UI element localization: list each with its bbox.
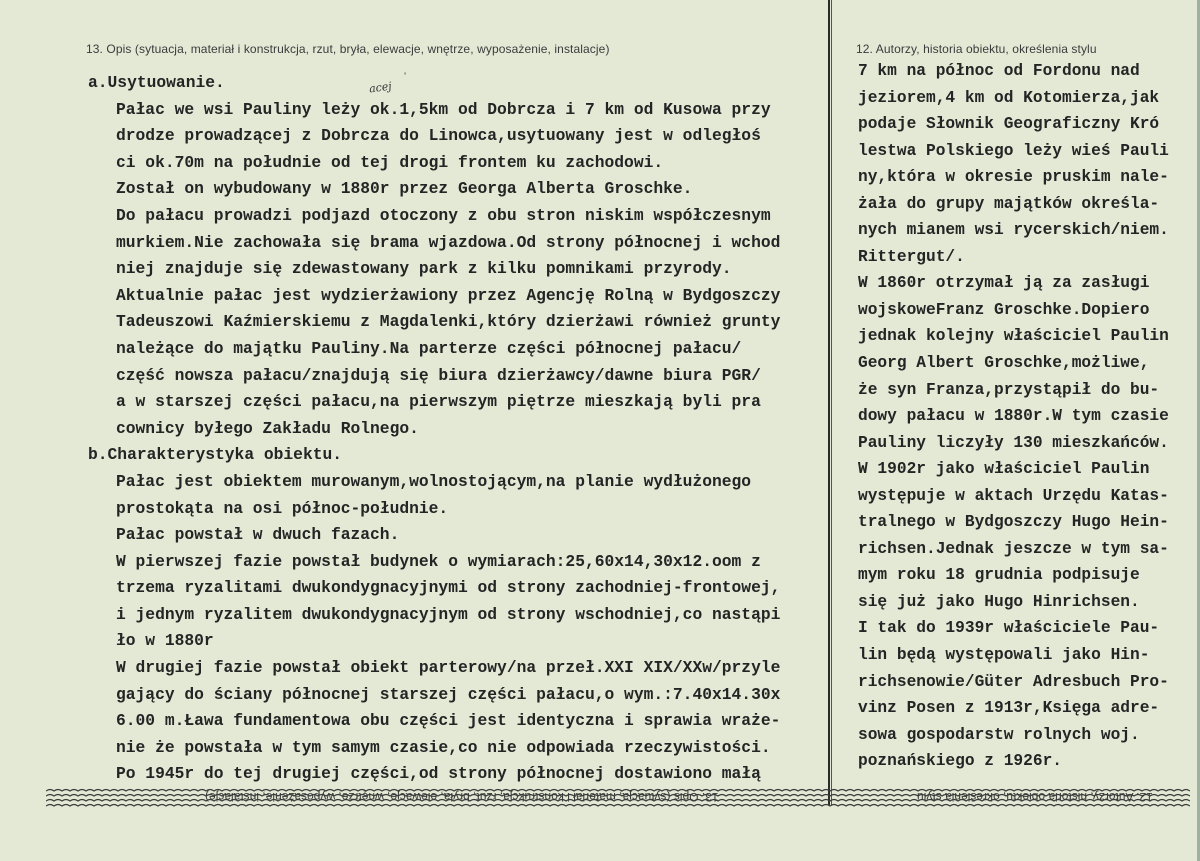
history-header: 12. Autorzy, historia obiektu, określenia stylu — [856, 42, 1097, 56]
text-line: Pałac powstał w dwuch fazach. — [116, 525, 400, 545]
text-line: że syn Franza,przystąpił do bu- — [858, 380, 1160, 399]
text-line: jednak kolejny właściciel Paulin — [858, 327, 1169, 346]
mirrored-description-header: 13. Opis (sytuacja, materiał i konstrukcja, rzut, bryła, elewacje, wnętrze, wyposażenie, instalacje) — [205, 790, 719, 804]
text-line: prostokąta na osi północ-południe. — [116, 498, 449, 518]
text-line: jeziorem,4 km od Kotomierza,jak — [858, 88, 1160, 107]
text-line: Aktualnie pałac jest wydzierżawiony przez Agencję Rolną w Bydgoszczy — [116, 285, 781, 305]
history-text — [858, 58, 1198, 775]
text-line: Rittergut/. — [858, 247, 965, 266]
text-line: richsenowie/Güter Adresbuch Pro- — [858, 672, 1169, 691]
text-line: drodze prowadzącej z Dobrcza do Linowca,usytuowany jest w odległoś — [116, 126, 761, 146]
text-line: murkiem.Nie zachowała się brama wjazdowa.Od strony północnej i wchod — [116, 232, 781, 252]
text-line: ny,która w okresie pruskim nale- — [858, 168, 1169, 187]
description-text — [88, 70, 823, 788]
text-line: 7 km na północ od Fordonu nad — [858, 62, 1140, 80]
text-line: wojskoweFranz Groschke.Dopiero — [858, 300, 1150, 319]
text-line: W 1902r jako właściciel Paulin — [858, 460, 1150, 479]
text-line: W 1860r otrzymał ją za zasługi — [858, 274, 1150, 293]
text-line: Georg Albert Groschke,możliwe, — [858, 354, 1150, 373]
text-line: należące do majątku Pauliny.Na parterze części północnej pałacu/ — [116, 338, 742, 358]
text-line: Pałac jest obiektem murowanym,wolnostojącym,na planie wydłużonego — [116, 471, 752, 491]
text-line: podaje Słownik Geograficzny Kró — [858, 115, 1160, 134]
text-line: I tak do 1939r właściciele Pau- — [858, 619, 1160, 638]
text-line: cownicy byłego Zakładu Rolnego. — [116, 418, 419, 438]
text-line: żała do grupy majątków określa- — [858, 194, 1160, 213]
text-line: Pałac we wsi Pauliny leży ok.1,5km od Dobrcza i 7 km od Kusowa przy — [116, 99, 771, 119]
text-line: Po 1945r do tej drugiej części,od strony północnej dostawiono małą — [116, 764, 761, 784]
text-line: ci ok.70m na południe od tej drogi frontem ku zachodowi. — [116, 152, 664, 172]
text-line: część nowsza pałacu/znajdują się biura dzierżawcy/dawne biura PGR/ — [116, 365, 761, 385]
handwritten-tick: ʼ — [402, 73, 409, 84]
text-line: b.Charakterystyka obiektu. — [88, 445, 343, 465]
column-divider — [828, 0, 830, 805]
text-line: niej znajduje się zdewastowany park z kilku pomnikami przyrody. — [116, 259, 732, 279]
text-line: Został on wybudowany w 1880r przez Georga Alberta Groschke. — [116, 179, 693, 199]
text-line: Tadeuszowi Kaźmierskiemu z Magdalenki,który dzierżawi również grunty — [116, 312, 781, 332]
text-line: lin będą występowali jako Hin- — [858, 646, 1150, 665]
text-line: W pierwszej fazie powstał budynek o wymiarach:25,60x14,30x12.oom z — [116, 551, 761, 571]
text-line: poznańskiego z 1926r. — [858, 752, 1062, 771]
handwritten-annotation: acej — [368, 79, 393, 96]
text-line: nie że powstała w tym samym czasie,co nie odpowiada rzeczywistości. — [116, 737, 771, 757]
text-line: Do pałacu prowadzi podjazd otoczony z obu stron niskim współczesnym — [116, 205, 771, 225]
text-line: vinz Posen z 1913r,Księga adre- — [858, 699, 1160, 718]
text-line: tralnego w Bydgoszczy Hugo Hein- — [858, 513, 1169, 532]
text-line: dowy pałacu w 1880r.W tym czasie — [858, 407, 1169, 426]
text-line: trzema ryzalitami dwukondygnacyjnymi od strony zachodniej-frontowej, — [116, 578, 781, 598]
text-line: 6.00 m.Ława fundamentowa obu części jest identyczna i sprawia wraże- — [116, 711, 781, 731]
text-line: występuje w aktach Urzędu Katas- — [858, 486, 1169, 505]
text-line: a w starszej części pałacu,na pierwszym piętrze mieszkają byli pra — [116, 392, 761, 412]
text-line: Pauliny liczyły 130 mieszkańców. — [858, 433, 1169, 452]
text-line: W drugiej fazie powstał obiekt parterowy/na przeł.XXI XIX/XXw/przyle — [116, 658, 781, 678]
description-header: 13. Opis (sytuacja, materiał i konstrukcja, rzut, bryła, elewacje, wnętrze, wyposażenie, instalacje) — [86, 42, 610, 56]
mirrored-history-header: 12. Autorzy, historia obiektu, określenia stylu — [917, 790, 1153, 804]
text-line: mym roku 18 grudnia podpisuje — [858, 566, 1140, 585]
text-line: się już jako Hugo Hinrichsen. — [858, 592, 1140, 611]
text-line: sowa gospodarstw rolnych woj. — [858, 725, 1140, 744]
text-line: i jednym ryzalitem dwukondygnacyjnym od strony wschodniej,co nastąpi — [116, 604, 781, 624]
text-line: ło w 1880r — [116, 631, 214, 651]
column-divider-shadow — [831, 0, 832, 805]
text-line: lestwa Polskiego leży wieś Pauli — [858, 141, 1169, 160]
text-line: gający do ściany północnej starszej części pałacu,o wym.:7.40x14.30x — [116, 684, 781, 704]
text-line: a.Usytuowanie. — [88, 73, 225, 92]
text-line: richsen.Jednak jeszcze w tym sa- — [858, 539, 1169, 558]
text-line: nych mianem wsi rycerskich/niem. — [858, 221, 1169, 240]
